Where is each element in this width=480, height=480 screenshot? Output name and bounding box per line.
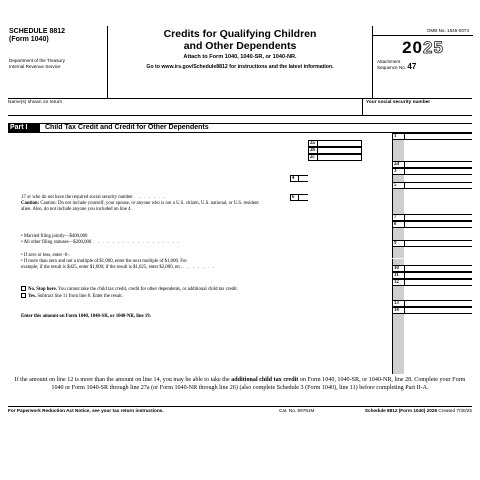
form-id-block [8, 26, 108, 99]
catalog-number: Cat. No. 59761M [279, 408, 315, 413]
ssn-field-label: Your social security number [366, 100, 431, 105]
omb-number: OMB No. 1545-0074 [426, 28, 469, 33]
line-12-yes [21, 293, 123, 300]
no-text: You cannot take the child tax credit, credit for other dependents, or additional child tax credit. [58, 287, 238, 292]
line-4-box-label: 4 [290, 175, 299, 182]
divider [373, 35, 473, 36]
line-13-amount[interactable] [405, 300, 472, 307]
line-11-box-label: 11 [392, 272, 405, 279]
schedule-number: SCHEDULE 8812 [9, 28, 66, 35]
line-10-amount[interactable] [405, 265, 472, 272]
title-line-1: Credits for Qualifying Children [163, 28, 317, 40]
website-instruction: Go to www.irs.gov/Schedule8812 for instructions and the latest information. [146, 64, 334, 70]
line-7-box-label: 7 [392, 214, 405, 221]
schedule-id [9, 28, 65, 44]
year-prefix: 20 [402, 38, 423, 57]
note-text-2: on Form 1040, 1040-SR, or 1040-NR, line 28. Complete your Form 1040 or Form 1040-SR through line 27a (or Form 1040-NR through line 26) (also complete Schedule 3 (Form 1040), line 11) before completing Part II-A. [51, 377, 466, 392]
tax-year [373, 38, 473, 58]
part-1-header [8, 123, 472, 133]
yes-label: Yes. [28, 294, 37, 299]
part-tag: Part I [8, 124, 40, 132]
line-13-box-label: 13 [392, 300, 405, 307]
part-1-lower [8, 133, 472, 259]
sequence-label: Sequence No. [377, 65, 407, 70]
line-6-cont: 17 or who do not have the required social security number . . . . . . . [21, 195, 167, 200]
yes-checkbox[interactable] [21, 293, 26, 298]
line-6-caution: Caution: Caution: Do not include yourself, your spouse, or anyone who is not a U.S. citizen, U.S. national, or U.S. resident [21, 201, 259, 206]
line-12-amount[interactable] [405, 279, 472, 286]
line-12-box-label: 12 [392, 279, 405, 286]
form-reference: (Form 1040) [9, 36, 49, 43]
line-2a-box-label: 2a [308, 140, 318, 147]
paperwork-notice: For Paperwork Reduction Act Notice, see your tax return instructions. [8, 408, 164, 413]
line-5-box-label: 5 [392, 182, 405, 189]
footer-rule [8, 406, 472, 407]
note-text-1: If the amount on line 12 is more than the amount on line 14, you may be able to take the [14, 377, 232, 383]
line-1-box-label: 1 [392, 133, 405, 140]
additional-credit-note [10, 376, 470, 392]
ssn-field[interactable] [362, 99, 472, 116]
name-ssn-row [8, 99, 472, 116]
caution-text-1: Caution: Do not include yourself, your spouse, or anyone who is not a U.S. citizen, U.S. national, or U.S. resident [40, 201, 259, 206]
line-10-rule-2: • If more than zero and not a multiple of $1,000, enter the next multiple of $1,000. For [21, 259, 187, 264]
line-11-amount[interactable] [405, 272, 472, 279]
attach-instruction: Attach to Form 1040, 1040-SR, or 1040-NR. [183, 54, 297, 60]
service-name: Internal Revenue Service [9, 64, 61, 69]
no-checkbox[interactable] [21, 286, 26, 291]
line-3-box-label: 3 [392, 168, 405, 175]
note-bold: additional child tax credit [231, 377, 299, 383]
line-9-box-label: 9 [392, 240, 405, 247]
line-6-cont-text: 17 or who do not have the required social security number [21, 195, 133, 200]
part-1-lines-lower [8, 259, 472, 374]
line-6-box-label: 6 [290, 194, 299, 201]
part-title: Child Tax Credit and Credit for Other Dependents [45, 124, 209, 131]
created-date: Created 7/30/25 [438, 408, 472, 413]
line-10-rule-3-text: example, if the result is $425, enter $1,000; if the result is $1,025, enter $2,000, etc. [21, 265, 182, 270]
line-8-box-label: 8 [392, 221, 405, 228]
year-suffix: 25 [423, 38, 444, 57]
form-title [108, 28, 372, 52]
filing-status-other-text: • All other filing statuses—$200,000 [21, 240, 92, 245]
filing-status-mfj: • Married filing jointly—$400,000 [21, 234, 88, 239]
line-14-box-label: 14 [392, 307, 405, 314]
department-name: Department of the Treasury [9, 58, 65, 63]
omb-year-block [372, 26, 472, 99]
line-10-box-label: 10 [392, 265, 405, 272]
name-field-label: Name(s) shown on return [8, 100, 63, 105]
attachment-sequence [377, 59, 416, 70]
title-line-2: and Other Dependents [183, 40, 297, 52]
agency-block [9, 58, 107, 70]
line-2d-box-label: 2d [392, 161, 405, 168]
sequence-number: 47 [407, 62, 417, 71]
line-14-instruction: Enter this amount on Form 1040, 1040-SR, or 1040-NR, line 19. [21, 314, 151, 319]
attachment-label: Attachment [377, 59, 401, 64]
no-label: No. Stop here. [28, 287, 57, 292]
line-14-amount[interactable] [405, 307, 472, 314]
line-2c-box-label: 2c [308, 154, 318, 161]
line-10-rule-1: • If zero or less, enter -0-. [21, 253, 71, 258]
yes-text: Subtract line 11 from line 8. Enter the result. [37, 294, 123, 299]
filing-status-other: • All other filing statuses—$200,000 . . . . . . . . . . . . . . . . . . [21, 240, 180, 245]
line-10-rule-3: example, if the result is $425, enter $1,000; if the result is $1,025, enter $2,000, etc. . . . . . . . [21, 265, 216, 270]
form-identifier [365, 408, 472, 413]
form-ident-text: Schedule 8812 (Form 1040) 2025 [364, 408, 438, 413]
caution-text-2: alien. Also, do not include anyone you included on line 4. [21, 207, 132, 212]
form-header [8, 26, 472, 99]
line-2b-box-label: 2b [308, 147, 318, 154]
